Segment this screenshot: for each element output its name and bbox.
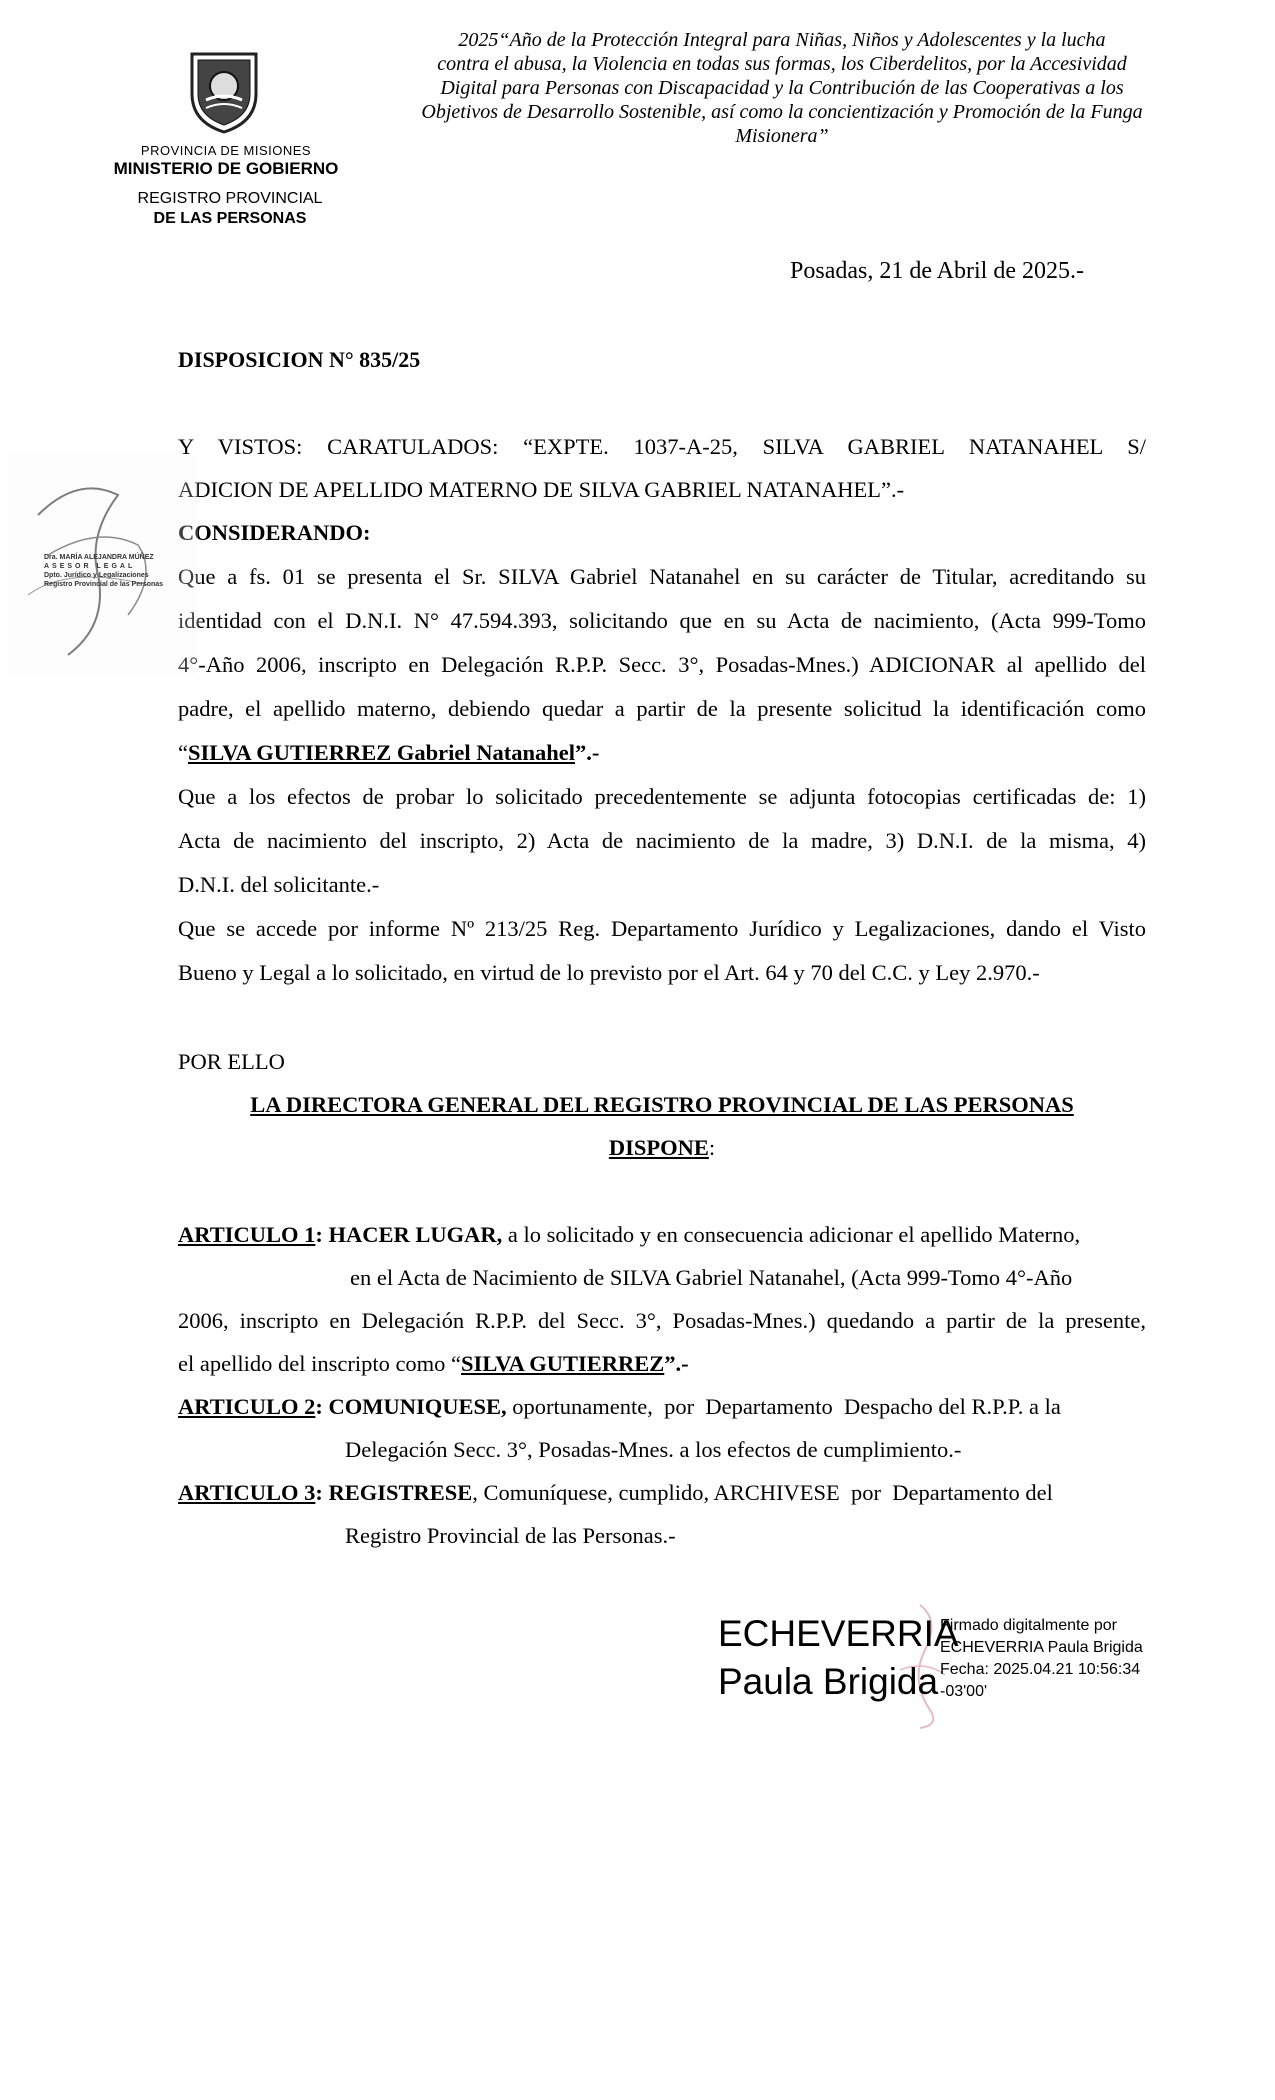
vistos-line-1: Y VISTOS: CARATULADOS: “EXPTE. 1037-A-25, SILVA GABRIEL NATANAHEL S/: [178, 434, 1146, 459]
articulo-1-line-4: el apellido del inscripto como “SILVA GUTIERREZ”.-: [178, 1351, 689, 1376]
considerando-p2-line: Que a los efectos de probar lo solicitado precedentemente se adjunta fotocopias certificadas de: 1): [178, 784, 1146, 809]
vistos-line-2: ADICION DE APELLIDO MATERNO DE SILVA GABRIEL NATANAHEL”.-: [178, 477, 905, 502]
motto-line: Misionera”: [735, 125, 829, 147]
articulo-1-line-2: en el Acta de Nacimiento de SILVA Gabriel Natanahel, (Acta 999-Tomo 4°-Año: [350, 1265, 1073, 1290]
directora-heading: LA DIRECTORA GENERAL DEL REGISTRO PROVINCIAL DE LAS PERSONAS: [250, 1092, 1074, 1117]
province-emblem-icon: [184, 48, 264, 136]
year-motto: [392, 28, 1172, 148]
considerando-p1-line: 4°-Año 2006, inscripto en Delegación R.P.P. Secc. 3°, Posadas-Mnes.) ADICIONAR al apellido del: [178, 652, 1146, 677]
signer-name: ECHEVERRIA Paula Brigida: [718, 1613, 959, 1702]
margin-stamp-text: Dra. MARÍA ALEJANDRA MÚÑEZ ASESOR LEGAL Dpto. Jurídico y Legalizaciones Registro Provincial de las Personas: [44, 554, 164, 588]
dispone-heading: DISPONE:: [608, 1135, 716, 1160]
document-date: Posadas, 21 de Abril de 2025.-: [790, 258, 1084, 284]
articulo-3-line-2: Registro Provincial de las Personas.-: [345, 1523, 676, 1548]
registry-name-line2: DE LAS PERSONAS: [153, 210, 307, 227]
considerando-p1-line: identidad con el D.N.I. N° 47.594.393, solicitando que en su Acta de nacimiento, (Acta 999-Tomo: [178, 608, 1146, 633]
considerando-p1-line: padre, el apellido materno, debiendo quedar a partir de la presente solicitud la identificación como: [178, 696, 1146, 721]
articulo-1-line-3: 2006, inscripto en Delegación R.P.P. del Secc. 3°, Posadas-Mnes.) quedando a partir de la presente,: [178, 1308, 1146, 1333]
articulo-3-label: ARTICULO 3: [178, 1480, 316, 1505]
por-ello: POR ELLO: [178, 1049, 285, 1074]
motto-line: 2025“Año de la Protección Integral para Niñas, Niños y Adolescentes y la lucha: [458, 29, 1106, 51]
articulo-3: ARTICULO 3: REGISTRESE, Comuníquese, cumplido, ARCHIVESE por Departamento del: [178, 1480, 1053, 1505]
considerando-p1-line: Que a fs. 01 se presenta el Sr. SILVA Gabriel Natanahel en su carácter de Titular, acreditando su: [178, 564, 1146, 589]
motto-line: Digital para Personas con Discapacidad y la Contribución de las Cooperativas a los: [440, 77, 1124, 99]
disposicion-number: DISPOSICION N° 835/25: [178, 347, 421, 372]
considerando-p2-line: D.N.I. del solicitante.-: [178, 872, 380, 897]
motto-line: contra el abusa, la Violencia en todas sus formas, los Ciberdelitos, por la Accesividad: [437, 53, 1127, 75]
considerando-p3-line: Bueno y Legal a lo solicitado, en virtud de lo previsto por el Art. 64 y 70 del C.C. y Ley 2.970.-: [178, 960, 1040, 985]
digital-signature-info: Firmado digitalmente por ECHEVERRIA Paula Brigida Fecha: 2025.04.21 10:56:34 -03'00': [940, 1617, 1143, 1700]
articulo-1: ARTICULO 1: HACER LUGAR, a lo solicitado y en consecuencia adicionar el apellido Materno,: [178, 1222, 1081, 1247]
new-full-name: SILVA GUTIERREZ Gabriel Natanahel: [188, 740, 575, 765]
considerando-p3-line: Que se accede por informe Nº 213/25 Reg. Departamento Jurídico y Legalizaciones, dando el Visto: [178, 916, 1146, 941]
motto-line: Objetivos de Desarrollo Sostenible, así como la concientización y Promoción de la Funga: [421, 101, 1143, 123]
articulo-1-label: ARTICULO 1: [178, 1222, 316, 1247]
new-surname: SILVA GUTIERREZ: [461, 1351, 665, 1376]
articulo-2: ARTICULO 2: COMUNIQUESE, oportunamente, por Departamento Despacho del R.P.P. a la: [178, 1394, 1061, 1419]
considerando-p2-line: Acta de nacimiento del inscripto, 2) Acta de nacimiento de la madre, 3) D.N.I. de la misma, 4): [178, 828, 1146, 853]
articulo-2-label: ARTICULO 2: [178, 1394, 316, 1419]
ministry-name: MINISTERIO DE GOBIERNO: [113, 159, 339, 178]
considerando-heading: CONSIDERANDO:: [178, 520, 371, 545]
registry-name-line1: REGISTRO PROVINCIAL: [137, 190, 323, 207]
province-name: PROVINCIA DE MISIONES: [140, 143, 312, 158]
considerando-p1-last-line: “SILVA GUTIERREZ Gabriel Natanahel”.-: [178, 740, 600, 765]
articulo-2-line-2: Delegación Secc. 3°, Posadas-Mnes. a los efectos de cumplimiento.-: [345, 1437, 962, 1462]
